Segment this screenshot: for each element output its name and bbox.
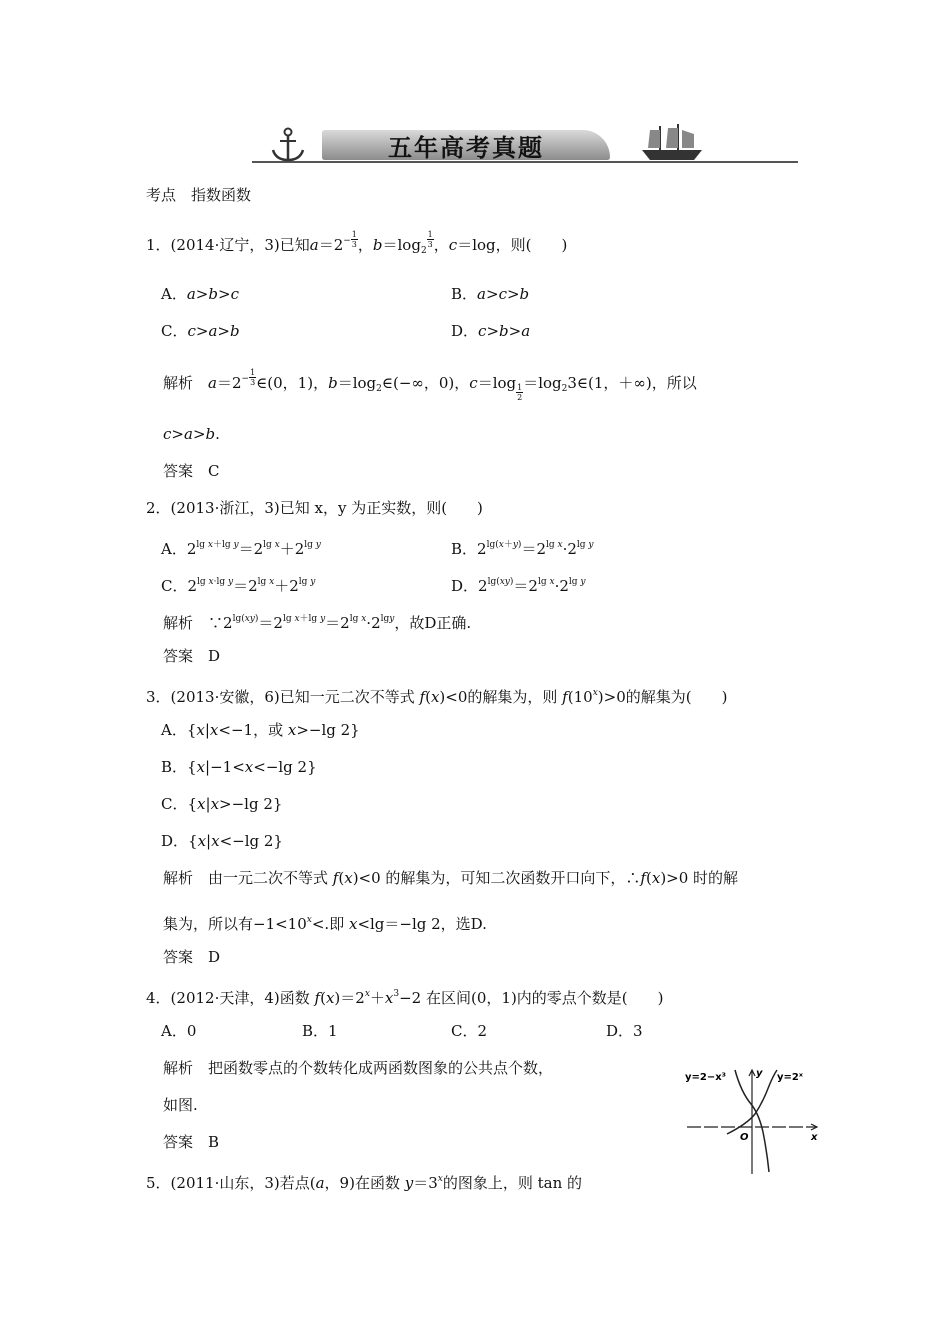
q3-option-a: A．{x|x<−1，或 x>−lg 2} [161,721,360,739]
x-axis-label: x [811,1132,818,1143]
q3-option-c: C．{x|x>−lg 2} [161,795,283,813]
ship-icon [638,122,708,162]
q2-option-a: A．$2^{lg x+lg y}=2^{lg x}+2^{lg y}$ [161,540,321,558]
analysis-label: 解析 [163,374,194,392]
question-5-stem: 5．(2011·山东，3)若点(a，9)在函数 $y=3^x$的图象上，则 tan 的 [146,1174,583,1192]
question-1-prefix: 1．(2014·辽宁，3)已知 [146,236,310,254]
origin-label: O [740,1132,749,1143]
question-4-stem: 4．(2012·天津，4)函数 $f(x)=2^x+x^3-2$ 在区间(0，1)内的零点个数是( ) [146,989,664,1007]
right-curve-label: y=2ˣ [777,1072,803,1083]
q2-option-b: B．$2^{lg(x+y)}=2^{lg x}\cdot 2^{lg y}$ [451,540,594,558]
q3-analysis-cont: 集为，所以有$-1<10^x<$.即 x<lg＝−lg 2，选D. [163,915,487,933]
q4-option-c: C．2 [451,1022,488,1040]
question-3-stem: 3．(2013·安徽，6)已知一元二次不等式 f(x)<0的解集为，则 $f(10^x)>0$的解集为( ) [146,688,728,706]
q4-option-b: B．1 [302,1022,338,1040]
q3-option-b: B．{x|−1<x<−lg 2} [161,758,317,776]
q2-option-c: C．$2^{lg x\cdot lg y}=2^{lg x}+2^{lg y}$ [161,577,316,595]
question-2-stem: 2．(2013·浙江，3)已知 x，y 为正实数，则( ) [146,499,483,517]
q2-analysis: 解析 $\because 2^{lg(xy)}=2^{lg x+lg y}=2^{lg x}\cdot 2^{lgy}$，故D正确. [163,614,472,632]
q3-analysis: 解析 由一元二次不等式 f(x)<0 的解集为，可知二次函数开口向下，∴f(x)>0 时的解 [163,869,739,887]
q1-option-a: A．a>b>c [161,285,239,303]
q3-answer: 答案 D [163,948,221,966]
q4-option-d: D．3 [606,1022,643,1040]
q3-option-d: D．{x|x<−lg 2} [161,832,283,850]
q4-answer: 答案 B [163,1133,220,1151]
q2-answer: 答案 D [163,647,221,665]
q4-option-a: A．0 [161,1022,197,1040]
q1-option-c: C．c>a>b [161,322,240,340]
q1-answer: 答案 C [163,462,220,480]
y-axis-label: y [756,1068,763,1079]
section-title: 考点 指数函数 [146,186,252,204]
question-1-stem: 1．(2014·辽宁，3)已知a＝2− $\frac{1}{3}$ ，$b=\log_2$ $\frac{1}{3}$ ，c＝log，则( ) [146,230,568,256]
q1-option-b: B．a>c>b [451,285,530,303]
q1-analysis-cont: c>a>b. [163,425,220,443]
q1-analysis: 解析 a＝2− $\frac{1}{3}$ ∈(0，1)，$b=\log_2\in(-\infty$，0)，c＝log $\frac{1}{2}$ $=\log_23\in(1$，＋∞)，所以 [163,368,697,402]
left-curve-label: y=2−x³ [685,1072,727,1083]
q1-option-d: D．c>b>a [451,322,531,340]
anchor-icon [268,126,308,164]
page-title: 五年高考真题 [388,134,544,162]
q4-function-graph [683,1062,823,1176]
q2-option-d: D．$2^{lg(xy)}=2^{lg x}\cdot 2^{lg y}$ [451,577,586,595]
q4-analysis-cont: 如图. [163,1096,198,1114]
q4-analysis: 解析 把函数零点的个数转化成两函数图象的公共点个数， [163,1059,554,1077]
